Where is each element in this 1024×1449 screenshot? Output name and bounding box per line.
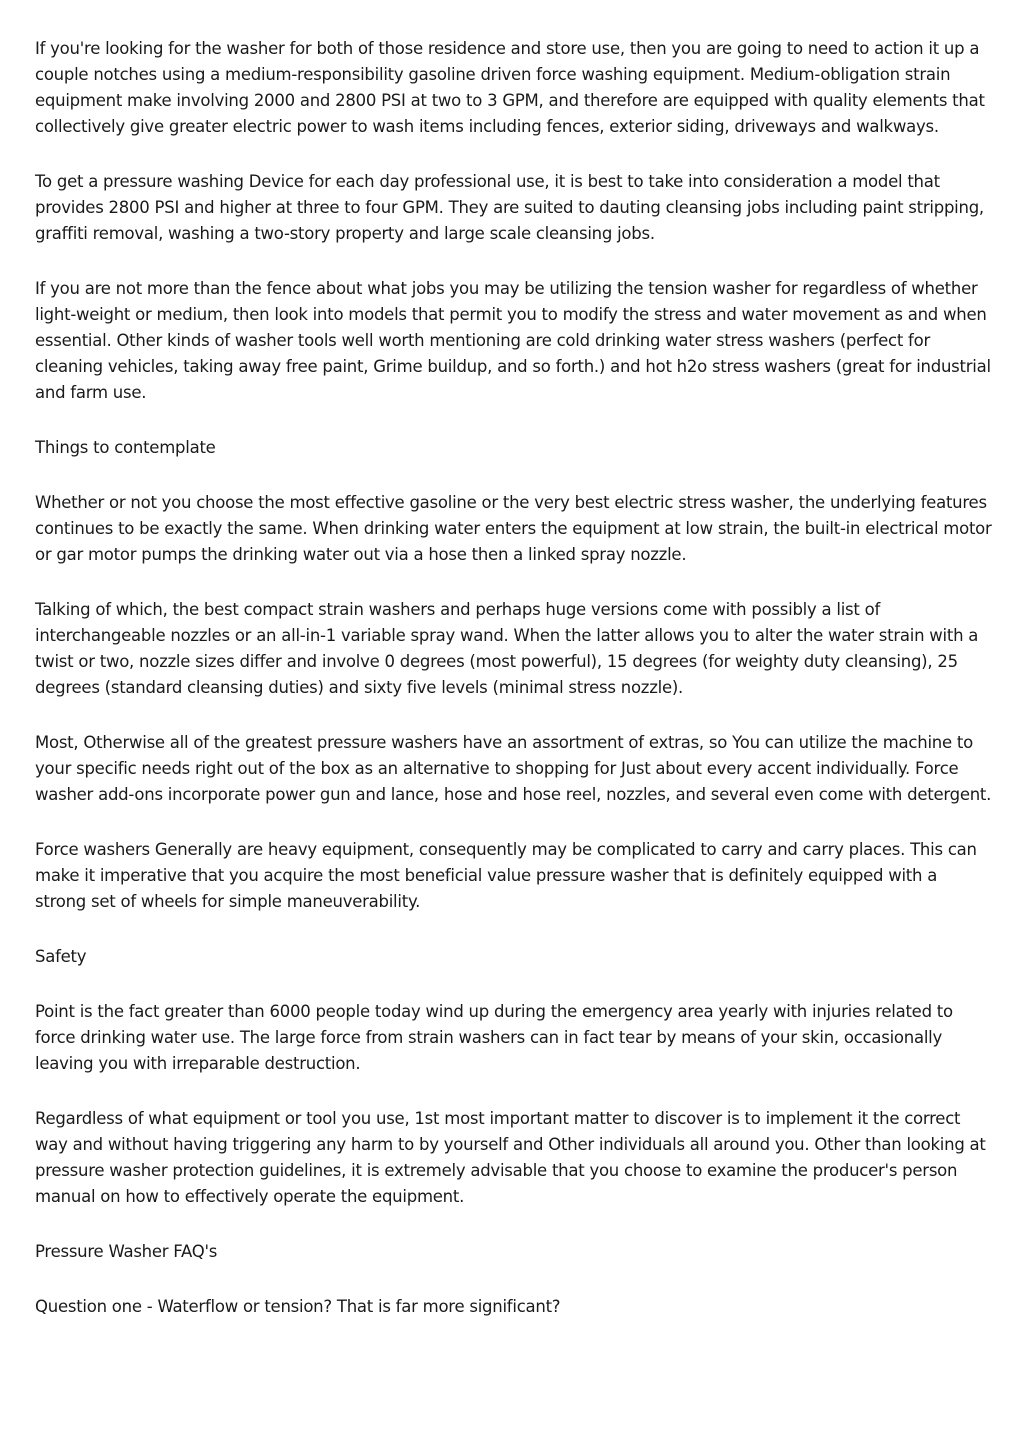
paragraph-injuries: Point is the fact greater than 6000 people today wind up during the emergency area yearly with injuries related to force drinking water use. The large force from strain washers can in fact tear by means of your skin, occasionally leaving you with irreparable destruction. — [35, 1002, 953, 1073]
paragraph-medium-duty: If you're looking for the washer for both of those residence and store use, then you are going to need to action it up a couple notches using a medium-responsibility gasoline driven force washing equipment. Medium-obligation strain equipment make involving 2000 and 2800 PSI at two to 3 GPM, and therefore are equipped with quality elements that collectively give greater electric power to wash items including fences, exterior siding, driveways and walkways. — [35, 39, 985, 136]
paragraph-nozzles: Talking of which, the best compact strain washers and perhaps huge versions come with possibly a list of interchangeable nozzles or an all-in-1 variable spray wand. When the latter allows you to alter the water strain with a twist or two, nozzle sizes differ and involve 0 degrees (most powerful), 15 degrees (for weighty duty cleansing), 25 degrees (standard cleansing duties) and sixty five levels (minimal stress nozzle). — [35, 600, 979, 697]
paragraph-portability: Force washers Generally are heavy equipment, consequently may be complicated to carry and carry places. This can make it imperative that you acquire the most beneficial value pressure washer that is definitely equipped with a strong set of wheels for simple maneuverability. — [35, 840, 977, 911]
paragraph-washer-types: If you are not more than the fence about what jobs you may be utilizing the tension washer for regardless of whether light-weight or medium, then look into models that permit you to modify the stress and water movement as and when essential. Other kinds of washer tools well worth mentioning are cold drinking water stress washers (perfect for cleaning vehicles, taking away free paint, Grime buildup, and so forth.) and hot h2o stress washers (great for industrial and farm use. — [35, 279, 991, 402]
document-body — [35, 36, 993, 1349]
heading-things-to-contemplate: Things to contemplate — [35, 438, 216, 457]
paragraph-extras: Most, Otherwise all of the greatest pressure washers have an assortment of extras, so You can utilize the machine to your specific needs right out of the box as an alternative to shopping for Just about every accent individually. Force washer add-ons incorporate power gun and lance, hose and hose reel, nozzles, and several even come with detergent. — [35, 733, 992, 804]
heading-faq: Pressure Washer FAQ's — [35, 1242, 218, 1261]
paragraph-how-it-works: Whether or not you choose the most effective gasoline or the very best electric stress washer, the underlying features continues to be exactly the same. When drinking water enters the equipment at low strain, the built-in electrical motor or gar motor pumps the drinking water out via a hose then a linked spray nozzle. — [35, 493, 992, 564]
paragraph-professional-use: To get a pressure washing Device for each day professional use, it is best to take into consideration a model that provides 2800 PSI and higher at three to four GPM. They are suited to dauting cleansing jobs including paint stripping, graffiti removal, washing a two-story property and large scale cleansing jobs. — [35, 172, 984, 243]
heading-safety: Safety — [35, 947, 87, 966]
faq-question-one: Question one - Waterflow or tension? That is far more significant? — [35, 1297, 561, 1316]
paragraph-safe-operation: Regardless of what equipment or tool you use, 1st most important matter to discover is to implement it the correct way and without having triggering any harm to by yourself and Other individuals all around you. Other than looking at pressure washer protection guidelines, it is extremely advisable that you choose to examine the producer's person manual on how to effectively operate the equipment. — [35, 1109, 986, 1206]
